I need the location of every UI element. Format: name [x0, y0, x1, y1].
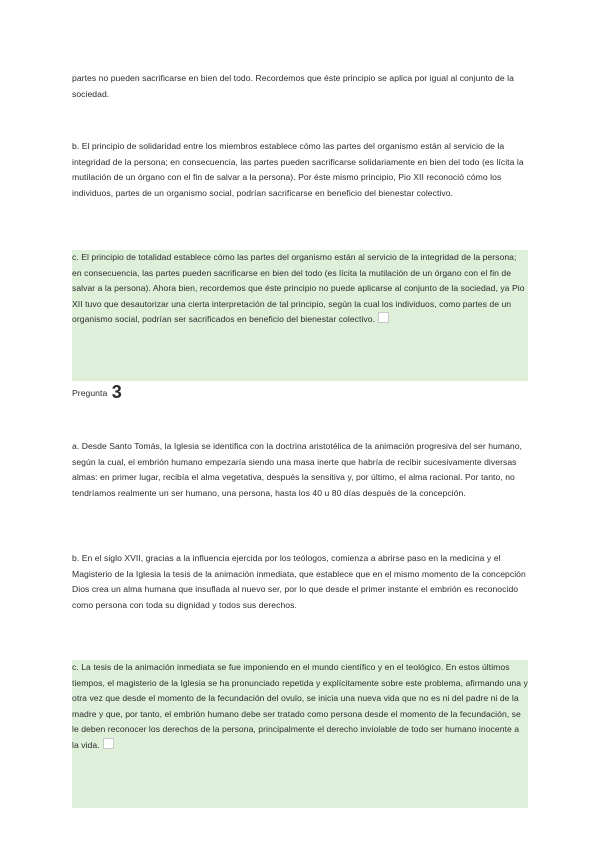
- option-text: [72, 660, 528, 754]
- question-label: Pregunta: [72, 388, 108, 398]
- question-number: 3: [111, 382, 122, 402]
- question-option-b: [72, 551, 528, 613]
- answer-option-b: [72, 139, 528, 201]
- option-text: a. Desde Santo Tomás, la Iglesia se identifica con la doctrina aristotélica de la animación progresiva del ser humano, según la cual, el embrión humano empezaría siendo una masa inerte que habría de recibir sucesivamente diversas almas: en primer lugar, recibía el alma vegetativa, después la sensitiva y, por último, el alma racional. Por tanto, no tendríamos realmente un ser humano, una persona, hasta los 40 u 80 días después de la concepción.: [72, 441, 522, 498]
- question-header: [72, 380, 528, 405]
- answer-text: b. El principio de solidaridad entre los miembros establece cómo las partes del organismo están al servicio de la integridad de la persona; en consecuencia, las partes pueden sacrificarse solidariamente en bien del todo (es lícita la mutilación de un órgano con el fin de salvar a la persona). Por éste mismo principio, Pio XII reconoció cómo los individuos, partes de un organismo social, podrían sacrificarse en beneficio del bienestar colectivo.: [72, 141, 524, 198]
- option-text: b. En el siglo XVII, gracias a la influencia ejercida por los teólogos, comienza a abrirse paso en la medicina y el Magisterio de la Iglesia la tesis de la animación inmediata, que establece que en el mismo momento de la concepción Dios crea un alma humana que insuflada al nuevo ser, por lo que desde el primer instante el embrión es reconocido como persona con toda su dignidad y todos sus derechos.: [72, 553, 526, 610]
- answer-checkbox[interactable]: [378, 312, 389, 323]
- question-option-c-highlighted: [72, 660, 528, 808]
- answer-text: partes no pueden sacrificarse en bien del todo. Recordemos que éste principio se aplica por igual al conjunto de la sociedad.: [72, 73, 514, 99]
- answer-text-content: c. El principio de totalidad establece cómo las partes del organismo están al servicio de la integridad de la persona; en consecuencia, las partes pueden sacrificarse en bien del todo (es lícita la mutilación de un órgano con el fin de salvar a la persona). Ahora bien, recordemos que éste principio no puede aplicarse al conjunto de la sociedad, ya Pio XII tuvo que desautorizar una cierta interpretación de tal principio, según la cual los individuos, como partes de un organismo social, podrían ser sacrificados en beneficio del bienestar colectivo.: [72, 252, 525, 325]
- option-text-content: c. La tesis de la animación inmediata se fue imponiendo en el mundo científico y en el teológico. En estos últimos tiempos, el magisterio de la Iglesia se ha pronunciado repetida y explícitamente sobre este problema, afirmando una y otra vez que desde el momento de la fecundación del ovulo, se inicia una nueva vida que no es ni del padre ni de la madre y que, por tanto, el embrión humano debe ser tratado como persona desde el momento de la fecundación, se le deben reconocer los derechos de la persona, principalmente el derecho inviolable de todo ser humano inocente a la vida.: [72, 662, 528, 750]
- option-checkbox[interactable]: [103, 738, 114, 749]
- answer-option-c-highlighted: [72, 250, 528, 381]
- answer-continuation: [72, 71, 528, 102]
- answer-text: [72, 250, 528, 328]
- question-option-a: [72, 439, 528, 501]
